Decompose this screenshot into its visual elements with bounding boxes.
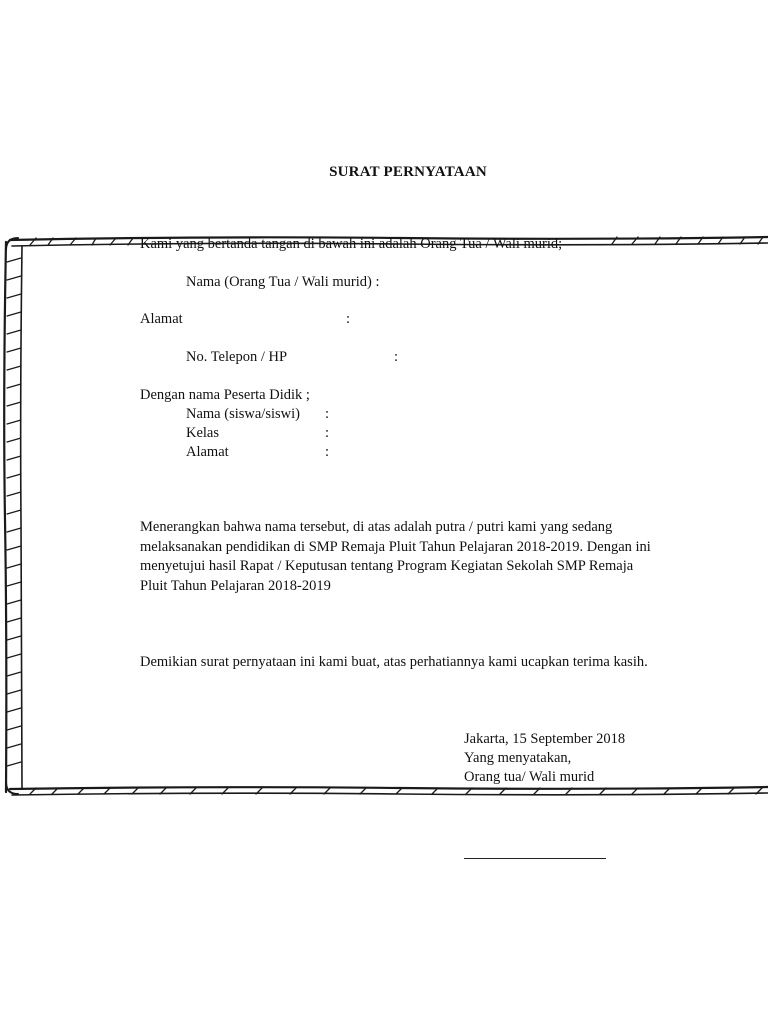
student-name-label: Nama (siswa/siswi) <box>186 406 300 422</box>
parent-name-label: Nama (Orang Tua / Wali murid) : <box>186 274 380 290</box>
student-heading: Dengan nama Peserta Didik ; <box>140 387 310 403</box>
student-name-colon: : <box>325 406 330 422</box>
student-class-label: Kelas <box>186 425 220 441</box>
parent-address-colon: : <box>346 311 351 327</box>
parent-phone-colon: : <box>394 349 399 365</box>
student-address-colon: : <box>325 444 330 460</box>
intro-text: Kami yang bertanda tangan di bawah ini adalah Orang Tua / Wali murid; <box>140 236 563 252</box>
signature-line <box>464 858 606 859</box>
signature-place-date: Jakarta, 15 September 2018 <box>464 731 626 747</box>
student-address-label: Alamat <box>186 444 229 460</box>
signature-role: Orang tua/ Wali murid <box>464 769 595 785</box>
parent-phone-label: No. Telepon / HP <box>186 349 288 365</box>
document-title: SURAT PERNYATAAN <box>329 164 487 180</box>
signature-declarant: Yang menyatakan, <box>464 750 572 766</box>
parent-address-label: Alamat <box>140 311 183 327</box>
statement-paragraph: Menerangkan bahwa nama tersebut, di atas adalah putra / putri kami yang sedang melaksanakan pendidikan di SMP Remaja Pluit Tahun Pelajaran 2018-2019. Dengan ini menyetujui hasil Rapat / Keputusan tentang Program Kegiatan Sekolah SMP Remaja Pluit Tahun Pelajaran 2018-2019 <box>140 519 651 594</box>
student-class-colon: : <box>325 425 330 441</box>
closing-paragraph: Demikian surat pernyataan ini kami buat, atas perhatiannya kami ucapkan terima kasih. <box>140 654 648 670</box>
